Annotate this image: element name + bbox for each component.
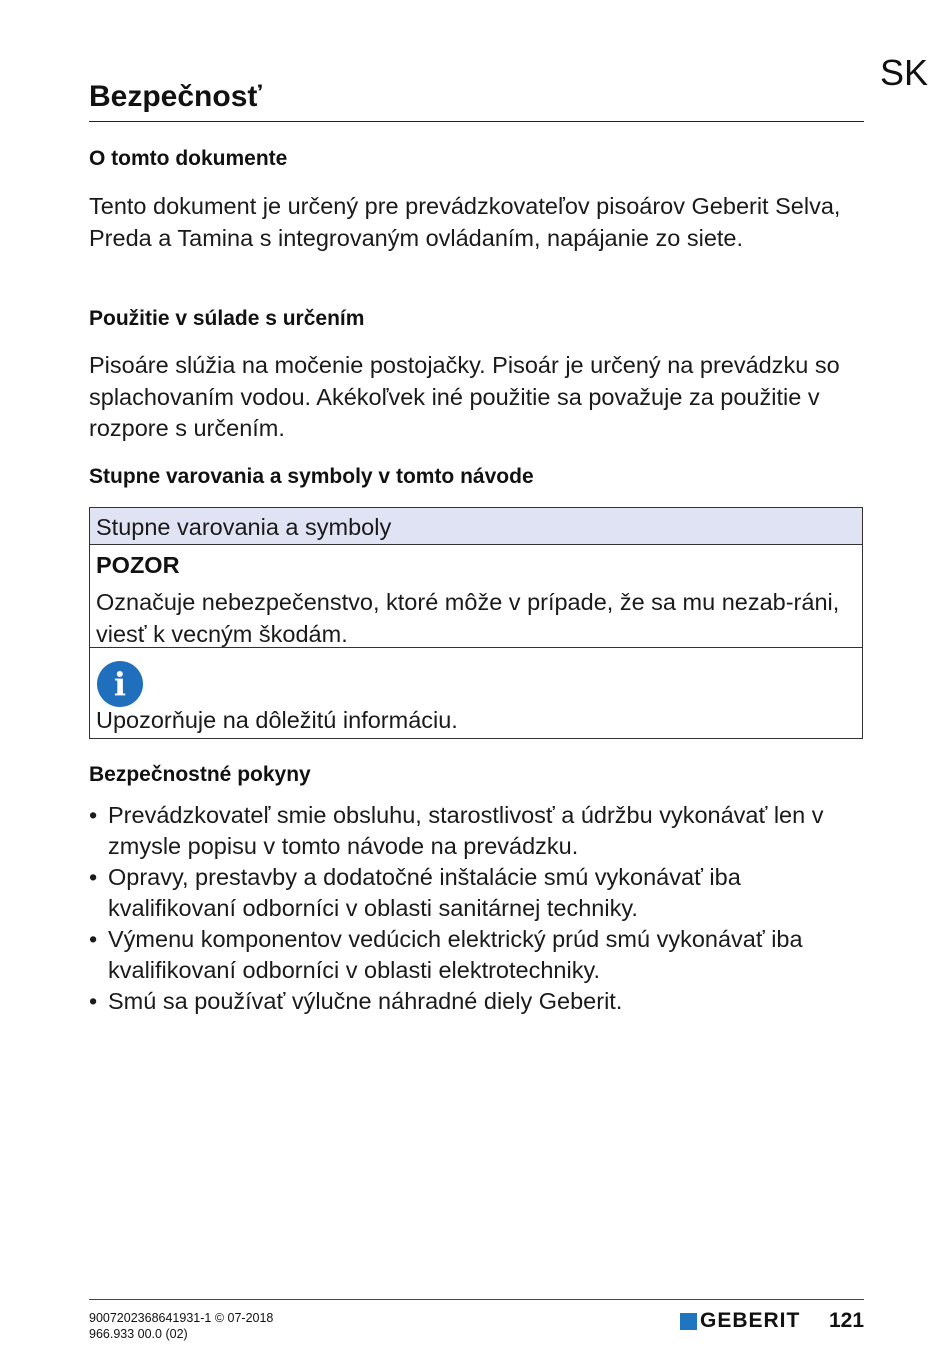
info-icon: i [97,661,143,707]
caution-text: Označuje nebezpečenstvo, ktoré môže v prípade, že sa mu nezab-ráni, viesť k vecným škodám. [96,589,840,647]
about-heading: O tomto dokumente [89,147,288,170]
logo-square-icon [680,1313,697,1330]
safety-heading: Bezpečnostné pokyny [89,763,311,786]
about-text: Tento dokument je určený pre prevádzkovateľov pisoárov Geberit Selva, Preda a Tamina s integrovaným ovládaním, napájanie zo siete. [89,193,841,251]
bullet-dot: • [89,988,98,1014]
list-item [89,800,864,862]
page-number: 121 [829,1309,865,1332]
list-item [89,924,864,986]
bullet-dot: • [89,864,98,890]
intended-use-text: Pisoáre slúžia na močenie postojačky. Pisoár je určený na prevádzku so splachovaním vodou. Akékoľvek iné použitie sa považuje za použitie v rozpore s určením. [89,352,840,441]
footer-divider [89,1299,864,1300]
document-number: 966.933 00.0 (02) [89,1327,188,1341]
list-item-text: Prevádzkovateľ smie obsluhu, starostlivosť a údržbu vykonávať len v zmysle popisu v tomto návode na prevádzku. [108,802,824,859]
list-item-text: Opravy, prestavby a dodatočné inštalácie smú vykonávať iba kvalifikovaní odborníci v oblasti sanitárnej techniky. [108,864,741,921]
bullet-dot: • [89,926,98,952]
list-item-text: Výmenu komponentov vedúcich elektrický prúd smú vykonávať iba kvalifikovaní odborníci v oblasti elektrotechniky. [108,926,803,983]
language-code: SK [880,52,929,93]
list-item-text: Smú sa používať výlučne náhradné diely Geberit. [108,988,623,1014]
caution-label: POZOR [96,552,180,578]
list-item [89,862,864,924]
logo-text: GEBERIT [700,1309,801,1332]
list-item [89,986,864,1017]
warning-table [89,507,863,739]
geberit-logo [680,1310,800,1332]
intended-use-heading: Použitie v súlade s určením [89,307,365,330]
warnings-heading: Stupne varovania a symboly v tomto návode [89,465,534,488]
document-id: 9007202368641931-1 © 07-2018 [89,1311,274,1325]
page-title: Bezpečnosť [89,80,262,113]
title-divider [89,121,864,122]
bullet-dot: • [89,802,98,828]
caution-row [90,545,862,648]
document-info [89,1310,273,1342]
info-row [90,648,862,738]
info-text: Upozorňuje na dôležitú informáciu. [96,707,458,733]
warning-table-header: Stupne varovania a symboly [90,508,862,545]
safety-list [89,800,864,1017]
